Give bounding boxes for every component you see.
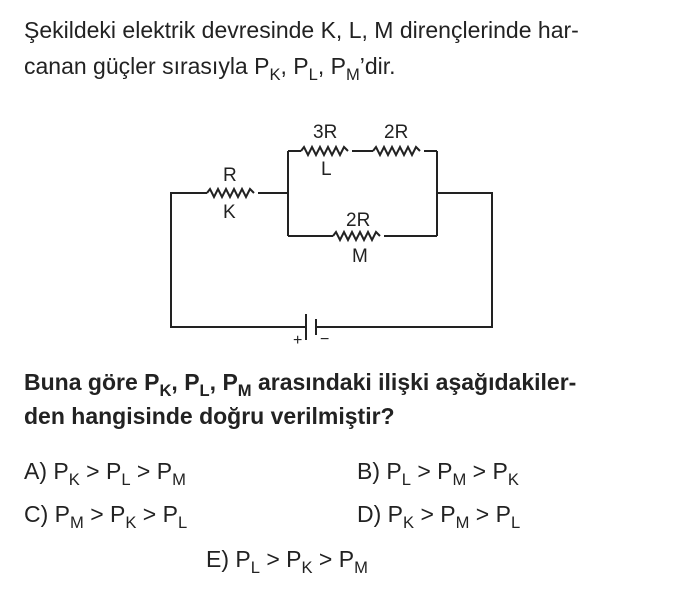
power-k-bold: $P_K$ — [144, 369, 172, 400]
wire-left — [171, 193, 306, 327]
label-resistor-l-value: 3R — [313, 122, 338, 143]
power-m: $P_M$ — [330, 53, 360, 84]
battery-plus-sign: + — [293, 332, 303, 349]
option-c[interactable]: C) $P_M > P_K > P_L$ — [24, 501, 188, 532]
option-d[interactable]: D) $P_K > P_M > P_L$ — [357, 501, 521, 532]
option-e[interactable]: E) $P_L > P_K > P_M$ — [206, 546, 368, 577]
resistor-k-zigzag — [207, 189, 254, 197]
question-line-1: Şekildeki elektrik devresinde K, L, M dirençlerinde har- — [24, 17, 579, 43]
power-l-bold: $P_L$ — [184, 369, 210, 400]
label-resistor-k-name: K — [223, 202, 236, 223]
label-resistor-m-name: M — [352, 246, 368, 267]
question-line-2-prefix: canan güçler sırasıyla — [24, 53, 255, 79]
option-a[interactable]: A) $P_K > P_L > P_M$ — [24, 458, 186, 489]
option-b[interactable]: B) $P_L > P_M > P_K$ — [357, 458, 519, 489]
label-resistor-k-value: R — [223, 165, 237, 186]
label-resistor-m-value: 2R — [346, 210, 371, 231]
power-l: $P_L$ — [293, 53, 318, 84]
resistor-m-zigzag — [333, 232, 380, 240]
power-k: $P_K$ — [254, 53, 281, 84]
battery-minus-sign: − — [320, 331, 330, 348]
resistor-l-zigzag — [301, 147, 348, 155]
label-resistor-l-name: L — [321, 159, 332, 180]
resistor-l2-zigzag — [373, 147, 420, 155]
prompt-line-1: Buna göre $P_K$, $P_L$, $P_M$ arasındaki ilişki aşağıdakiler- — [24, 369, 577, 400]
question-line-2-suffix: ’dir. — [359, 53, 396, 79]
power-m-bold: $P_M$ — [222, 369, 252, 400]
label-resistor-l2-value: 2R — [384, 122, 409, 143]
question-line-2: canan güçler sırasıyla $P_K$, $P_L$, $P_M’dir$. — [24, 53, 396, 84]
prompt-line-2: den hangisinde doğru verilmiştir? — [24, 403, 395, 429]
